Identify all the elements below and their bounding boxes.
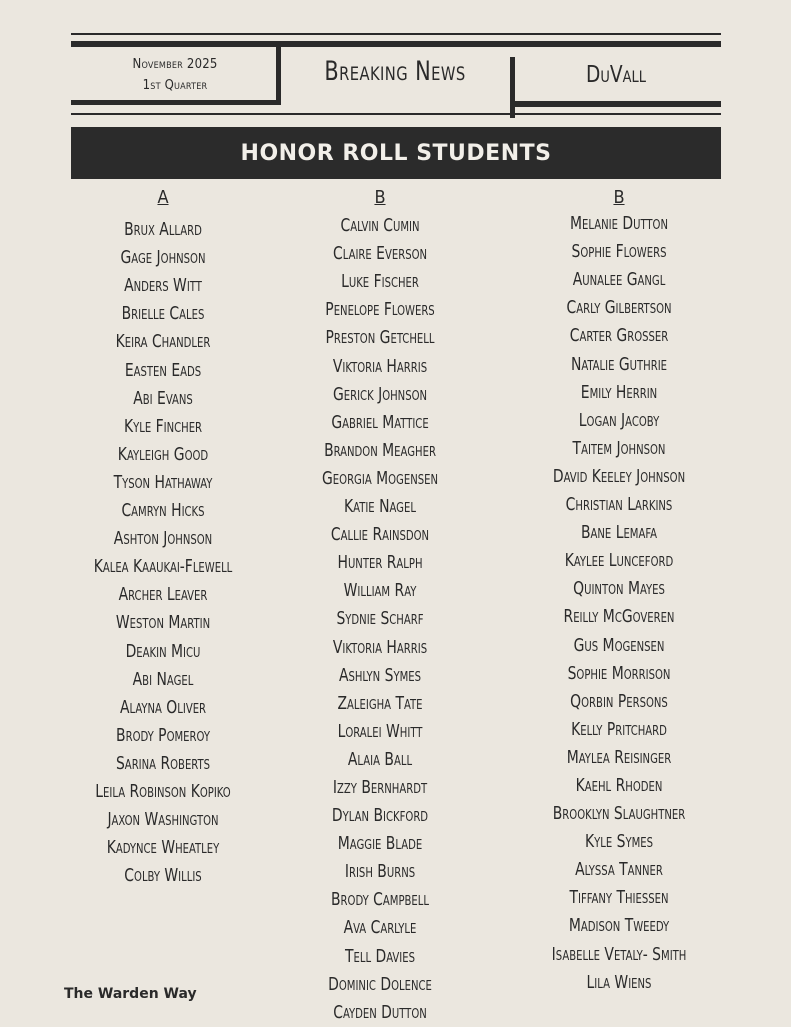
student-name: Abi Nagel (132, 668, 194, 690)
masthead-top-thick-rule (71, 41, 721, 47)
student-name: Bane Lemafa (580, 522, 658, 544)
student-name: Alayna Oliver (119, 696, 207, 718)
student-name: Sydnie Scharf (336, 608, 424, 630)
student-name: Gage Johnson (120, 247, 206, 269)
masthead-title: Breaking News (324, 56, 466, 87)
student-name: Ava Carlyle (343, 917, 417, 939)
student-name: Calvin Cumin (340, 215, 420, 237)
student-name: Tell Davies (345, 945, 415, 967)
student-name: Brandon Meagher (324, 439, 436, 461)
masthead-issue-info (72, 54, 278, 96)
student-name: Kadynce Wheatley (106, 837, 220, 859)
student-name: Anders Witt (124, 275, 202, 297)
student-name: Katie Nagel (344, 496, 416, 518)
student-name: Natalie Guthrie (570, 353, 668, 375)
student-name: Sarina Roberts (115, 752, 211, 774)
column-b-second (503, 184, 735, 997)
student-name: Jaxon Washington (107, 809, 219, 831)
student-name: Leila Robinson Kopiko (95, 780, 231, 802)
student-name: Colby Willis (124, 865, 202, 887)
student-name: Kaehl Rhoden (575, 774, 663, 796)
student-name: Ashton Johnson (113, 528, 213, 550)
issue-quarter: 1st Quarter (142, 78, 208, 93)
student-name: Loralei Whitt (337, 720, 423, 742)
student-name: Dominic Dolence (328, 973, 432, 995)
student-name: Viktoria Harris (332, 636, 428, 658)
student-name: Dylan Bickford (331, 805, 429, 827)
student-name: David Keeley Johnson (552, 465, 686, 487)
student-name: Irish Burns (344, 861, 416, 883)
student-name: Cayden Dutton (333, 1001, 427, 1023)
student-name: Kaylee Lunceford (564, 550, 674, 572)
student-name: Taitem Johnson (572, 437, 666, 459)
student-name: Kayleigh Good (117, 443, 209, 465)
student-name: Quinton Mayes (573, 578, 665, 600)
name-list (48, 216, 278, 890)
student-name: Kelly Pritchard (571, 718, 667, 740)
column-heading: B (613, 187, 625, 208)
student-name: Ashlyn Symes (338, 664, 422, 686)
masthead-bottom-left-rule (71, 100, 281, 105)
student-name: Keira Chandler (115, 331, 211, 353)
student-name: Maylea Reisinger (566, 746, 672, 768)
masthead-bottom-right-rule (512, 101, 721, 107)
student-name: Callie Rainsdon (330, 524, 430, 546)
masthead-top-thin-rule (71, 33, 721, 35)
student-name: Gus Mogensen (573, 634, 665, 656)
student-name: Melanie Dutton (570, 213, 668, 235)
student-name: Claire Everson (332, 243, 428, 265)
student-name: Tiffany Thiessen (569, 887, 669, 909)
student-name: Penelope Flowers (325, 299, 435, 321)
student-name: Kyle Fincher (123, 415, 203, 437)
student-name: Hunter Ralph (337, 552, 423, 574)
student-name: Zaleigha Tate (337, 692, 423, 714)
student-name: Isabelle Vetaly- Smith (551, 943, 687, 965)
banner-title: HONOR ROLL STUDENTS (240, 140, 552, 166)
student-name: Preston Getchell (325, 327, 435, 349)
student-name: Alaia Ball (347, 748, 413, 770)
column-heading: A (157, 187, 169, 208)
student-name: Gerick Johnson (332, 383, 428, 405)
student-name: Easten Eads (124, 359, 202, 381)
student-name: Carter Grosser (569, 325, 669, 347)
student-name: Kyle Symes (584, 831, 654, 853)
student-name: Tyson Hathaway (113, 471, 213, 493)
student-name: Reilly McGoveren (563, 606, 675, 628)
student-name: Brody Pomeroy (116, 724, 210, 746)
masthead-divider-right (510, 57, 515, 118)
column-a (48, 184, 278, 890)
student-name: Brooklyn Slaughtner (552, 803, 686, 825)
student-name: Georgia Mogensen (322, 467, 438, 489)
student-name: Christian Larkins (565, 494, 673, 516)
student-name: Viktoria Harris (332, 355, 428, 377)
student-name: Izzy Bernhardt (332, 776, 428, 798)
column-b-first (264, 184, 496, 1027)
student-name: Luke Fischer (341, 271, 419, 293)
student-name: Logan Jacoby (578, 409, 660, 431)
student-name: Carly Gilbertson (566, 297, 672, 319)
student-name: Sophie Morrison (567, 662, 671, 684)
student-name: Brielle Cales (121, 303, 205, 325)
publication-name: The Warden Way (64, 986, 197, 1002)
student-name: Deakin Micu (125, 640, 201, 662)
student-name: Archer Leaver (118, 584, 208, 606)
student-name: Abi Evans (133, 387, 193, 409)
student-name: Camryn Hicks (121, 500, 205, 522)
student-name: Gabriel Mattice (331, 411, 429, 433)
student-name: Emily Herrin (580, 381, 658, 403)
issue-date: November 2025 (132, 57, 218, 72)
name-list (264, 212, 496, 1027)
student-name: Alyssa Tanner (575, 859, 663, 881)
masthead-school: DuVall (586, 62, 646, 88)
student-name: William Ray (343, 580, 417, 602)
student-name: Lila Wiens (586, 971, 652, 993)
name-list (503, 210, 735, 997)
masthead-bottom-thin-rule (71, 113, 721, 115)
student-name: Kalea Kaaukai-Flewell (93, 556, 233, 578)
student-name: Aunalee Gangl (572, 269, 666, 291)
student-name: Qorbin Persons (570, 690, 668, 712)
student-name: Sophie Flowers (571, 241, 667, 263)
student-name: Brody Campbell (331, 889, 429, 911)
student-name: Weston Martin (115, 612, 211, 634)
honor-roll-banner (71, 127, 721, 179)
column-heading: B (374, 187, 386, 208)
student-name: Madison Tweedy (568, 915, 670, 937)
student-name: Maggie Blade (337, 833, 423, 855)
student-name: Brux Allard (124, 219, 202, 241)
